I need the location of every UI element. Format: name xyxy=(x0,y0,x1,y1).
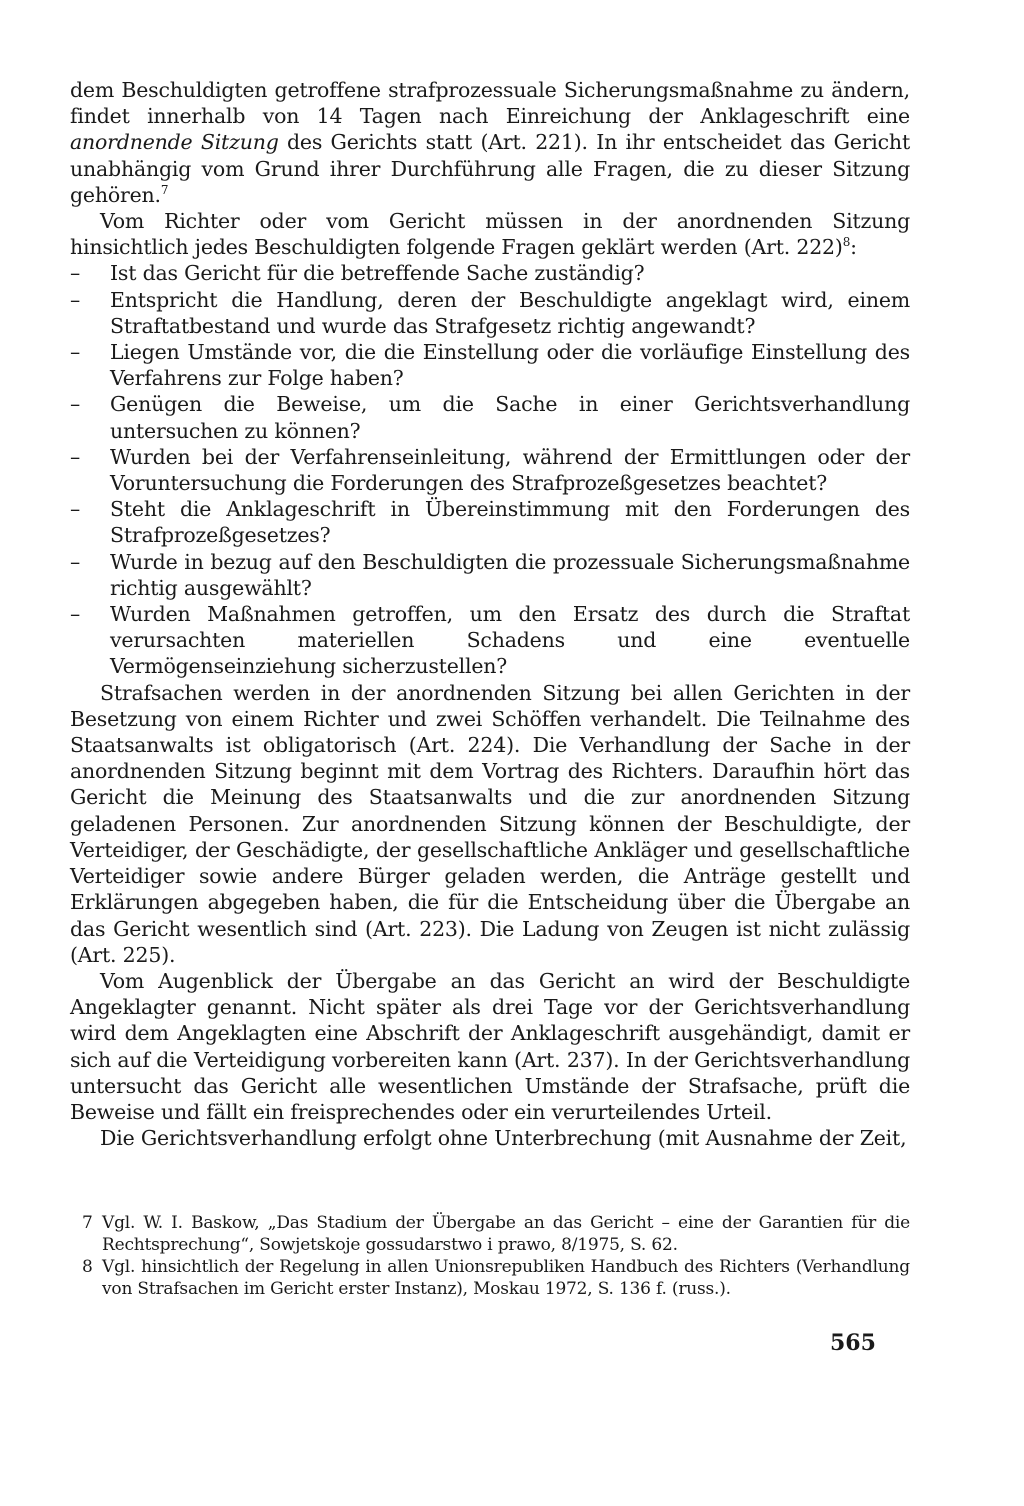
page-number: 565 xyxy=(830,1330,876,1356)
list-item xyxy=(70,444,910,496)
dash-bullet: – xyxy=(70,392,81,417)
footnote-8 xyxy=(70,1256,910,1300)
footnote-7 xyxy=(70,1212,910,1256)
footnote-ref[interactable]: 8 xyxy=(842,235,851,250)
footnote-number: 7 xyxy=(82,1213,93,1233)
list-item xyxy=(70,496,910,548)
dash-bullet: – xyxy=(70,497,81,522)
paragraph-text: dem Beschuldigten getroffene strafprozessuale Sicherungsmaßnahme zu ändern, findet innerhalb von 14 Tagen nach Einreichung der Anklageschrift eine xyxy=(70,78,910,129)
dash-bullet: – xyxy=(70,602,81,627)
list-item-text: Entspricht die Handlung, deren der Beschuldigte angeklagt wird, einem Straftatbestand und wurde das Strafgesetz richtig angewandt? xyxy=(110,287,910,338)
emphasis-term: anordnende Sitzung xyxy=(70,130,279,155)
list-item-text: Wurden bei der Verfahrenseinleitung, während der Ermittlungen oder der Voruntersuchung die Forderungen des Strafprozeßgesetzes beachtet? xyxy=(110,444,910,496)
paragraph: Die Gerichtsverhandlung erfolgt ohne Unterbrechung (mit Ausnahme der Zeit, xyxy=(100,1126,907,1151)
dash-bullet: – xyxy=(70,287,81,312)
footnote-text: Vgl. W. I. Baskow, „Das Stadium der Übergabe an das Gericht – eine der Garantien für die Rechtsprechung“, Sowjetskoje gossudarstwo i prawo, 8/1975, S. 62. xyxy=(102,1213,910,1255)
footnote-ref[interactable]: 7 xyxy=(160,182,169,197)
dash-bullet: – xyxy=(70,549,81,574)
list-item-text: Steht die Anklageschrift in Übereinstimmung mit den Forderungen des Strafprozeßgesetzes? xyxy=(110,497,910,548)
dash-bullet: – xyxy=(70,261,81,286)
paragraph: Vom Augenblick der Übergabe an das Gericht an wird der Beschuldigte Angeklagter genannt. Nicht später als drei Tage vor der Gerichtsverhandlung wird dem Angeklagten eine Abschrift der Anklageschrift ausgehändigt, damit er sich auf die Verteidigung vorbereiten kann (Art. 237). In der Gerichtsverhandlung untersucht das Gericht alle wesentlichen Umstände der Strafsache, prüft die Beweise und fällt ein freisprechendes oder ein verurteilendes Urteil. xyxy=(70,968,910,1124)
paragraph-questions-intro xyxy=(70,208,910,260)
list-item xyxy=(70,549,910,601)
list-item xyxy=(70,287,910,339)
paragraph-text: Vom Richter oder vom Gericht müssen in der anordnenden Sitzung hinsichtlich jedes Beschuldigten folgende Fragen geklärt werden (Art. 222) xyxy=(70,209,910,260)
list-item-text: Wurde in bezug auf den Beschuldigten die prozessuale Sicherungsmaßnahme richtig ausgewählt? xyxy=(110,549,910,600)
footnotes xyxy=(70,1212,910,1300)
list-item-text: Genügen die Beweise, um die Sache in einer Gerichtsverhandlung untersuchen zu können? xyxy=(110,392,910,443)
dash-bullet: – xyxy=(70,340,81,365)
dash-bullet: – xyxy=(70,444,81,469)
list-item xyxy=(70,260,910,286)
paragraph-text: des Gerichts statt (Art. 221). In ihr entscheidet das Gericht unabhängig vom Grund ihrer Durchführung alle Fragen, die zu dieser Sitzung gehören. xyxy=(70,130,910,207)
list-item xyxy=(70,339,910,391)
paragraph: Strafsachen werden in der anordnenden Sitzung bei allen Gerichten in der Besetzung von einem Richter und zwei Schöffen verhandelt. Die Teilnahme des Staatsanwalts ist obligatorisch (Art. 224). Die Verhandlung der Sache in der anordnenden Sitzung beginnt mit dem Vortrag des Richters. Daraufhin hört das Gericht die Meinung des Staatsanwalts und die zur anordnenden Sitzung geladenen Personen. Zur anordnenden Sitzung können der Beschuldigte, der Verteidiger, der Geschädigte, der gesellschaftliche Ankläger und gesellschaftliche Verteidiger sowie andere Bürger geladen werden, die Anträge gestellt und Erklärungen abgegeben haben, die für die Entscheidung über die Übergabe an das Gericht wesentlich sind (Art. 223). Die Ladung von Zeugen ist nicht zulässig (Art. 225). xyxy=(70,680,910,967)
main-text xyxy=(70,77,910,1151)
list-item-text: Wurden Maßnahmen getroffen, um den Ersatz des durch die Straftat verursachten materiellen Schadens und eine eventuelle Vermögenseinziehung sicherzustellen? xyxy=(110,602,910,679)
list-item-text: Liegen Umstände vor, die die Einstellung oder die vorläufige Einstellung des Verfahrens zur Folge haben? xyxy=(110,340,910,391)
paragraph-text: : xyxy=(850,235,857,260)
footnote-text: Vgl. hinsichtlich der Regelung in allen Unionsrepubliken Handbuch des Richters (Verhandlung von Strafsachen im Gericht erster Instanz), Moskau 1972, S. 136 f. (russ.). xyxy=(102,1257,910,1299)
footnote-number: 8 xyxy=(82,1257,93,1277)
list-item xyxy=(70,601,910,680)
list-item-text: Ist das Gericht für die betreffende Sache zuständig? xyxy=(110,261,645,286)
paragraph-continued xyxy=(70,77,910,208)
questions-list xyxy=(70,260,910,679)
list-item xyxy=(70,391,910,443)
